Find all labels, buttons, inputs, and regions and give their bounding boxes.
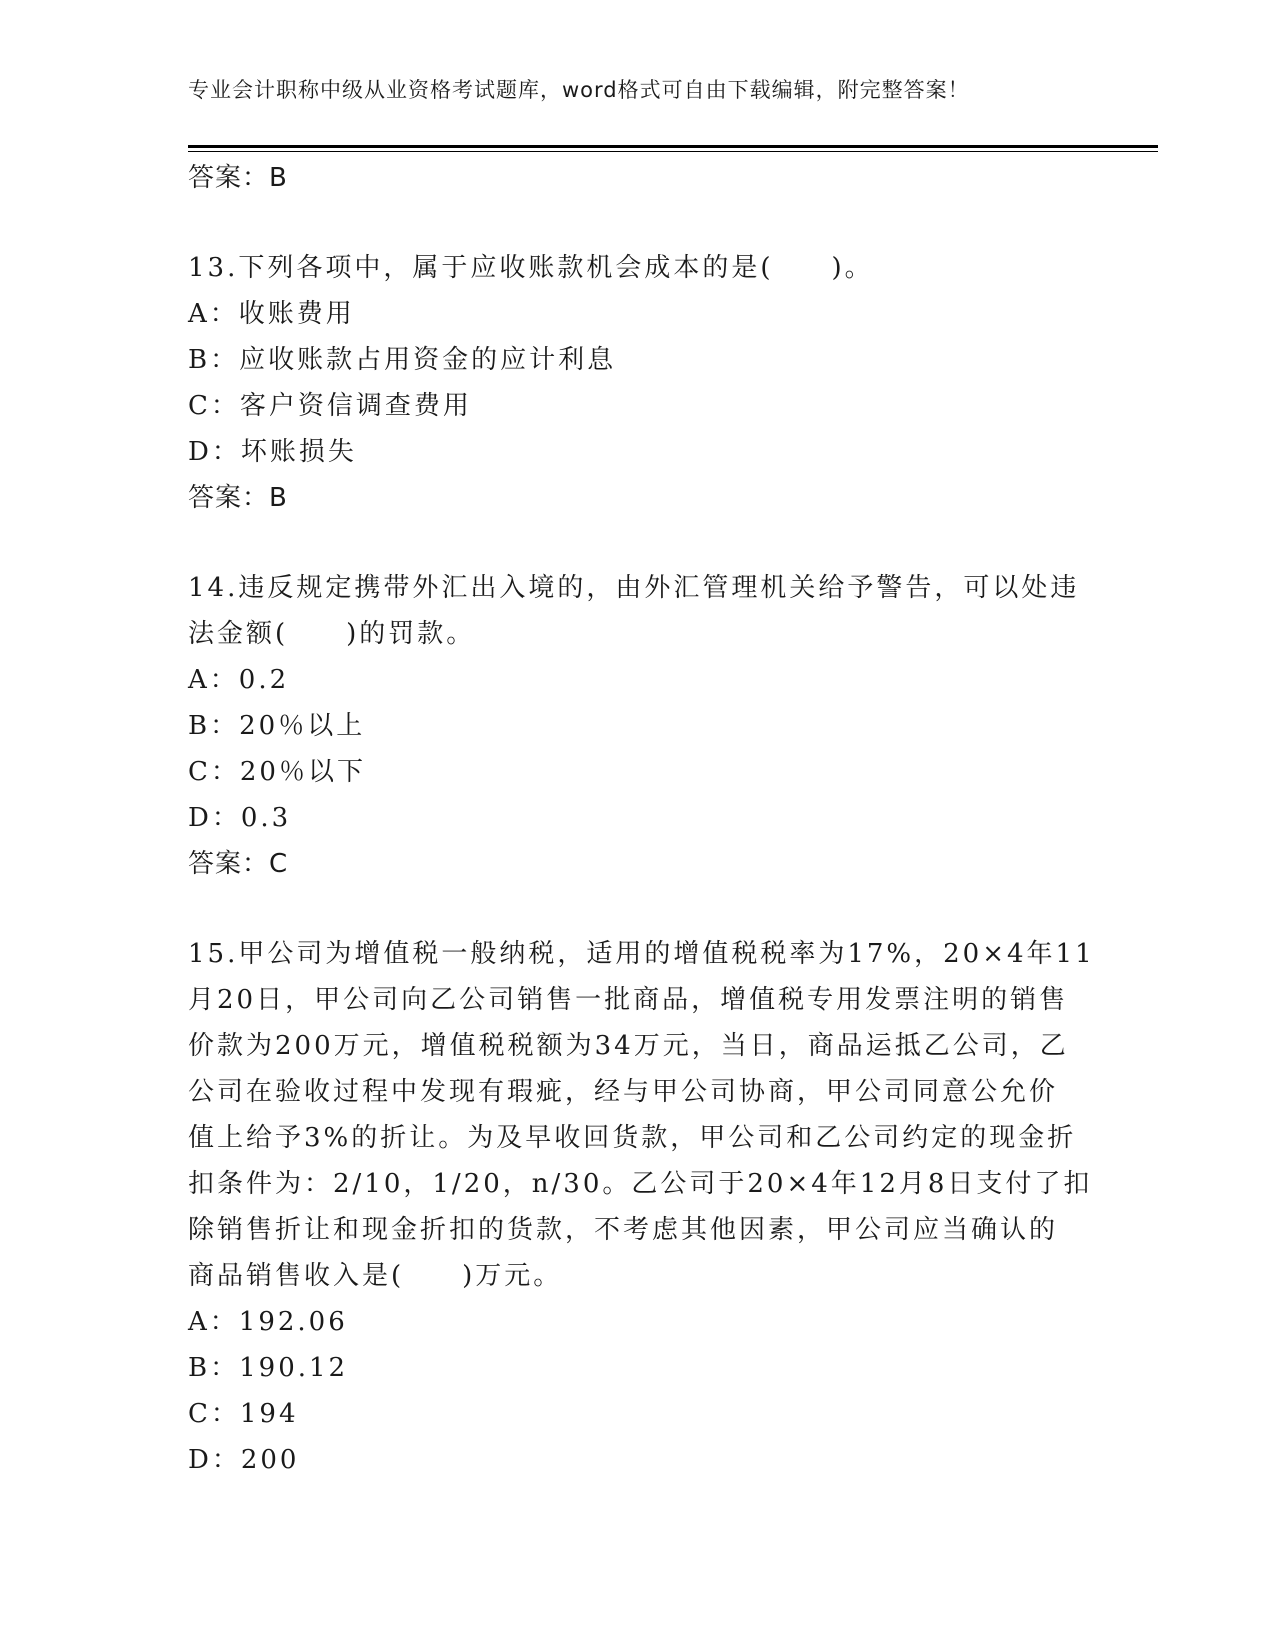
question-15-text-line: 价款为200万元，增值税税额为34万元，当日，商品运抵乙公司，乙 — [188, 1031, 1069, 1061]
question-13-option-d: D：坏账损失 — [188, 437, 357, 467]
page-header: 专业会计职称中级从业资格考试题库，word格式可自由下载编辑，附完整答案！ — [188, 78, 970, 102]
question-14-text-line: 14.违反规定携带外汇出入境的，由外汇管理机关给予警告，可以处违 — [188, 573, 1080, 603]
question-13-option-c: C：客户资信调查费用 — [188, 391, 472, 421]
question-15-option-a: A：192.06 — [188, 1307, 348, 1337]
question-14 — [188, 565, 1088, 887]
question-14-answer: 答案：C — [188, 849, 289, 879]
question-14-option-a: A：0.2 — [188, 665, 290, 695]
header-rule-thin — [188, 151, 1158, 152]
question-13-option-a: A：收账费用 — [188, 299, 355, 329]
question-15-text-line: 值上给予3%的折让。为及早收回货款，甲公司和乙公司约定的现金折 — [188, 1123, 1077, 1153]
previous-answer: 答案：B — [188, 163, 288, 193]
question-15-text-line: 15.甲公司为增值税一般纳税，适用的增值税税率为17%，20×4年11 — [188, 939, 1095, 969]
question-15 — [188, 931, 1095, 1483]
question-15-text-line: 扣条件为：2/10，1/20，n/30。乙公司于20×4年12月8日支付了扣 — [188, 1169, 1093, 1199]
question-15-option-b: B：190.12 — [188, 1353, 349, 1383]
header-rule-thick — [188, 145, 1158, 148]
question-14-option-c: C：20％以下 — [188, 757, 366, 787]
question-14-text-line: 法金额( )的罚款。 — [188, 619, 476, 649]
question-14-option-b: B：20％以上 — [188, 711, 366, 741]
question-13-answer: 答案：B — [188, 483, 288, 513]
question-13-option-b: B：应收账款占用资金的应计利息 — [188, 345, 617, 375]
question-15-text-line: 商品销售收入是( )万元。 — [188, 1261, 563, 1291]
question-15-text-line: 公司在验收过程中发现有瑕疵，经与甲公司协商，甲公司同意公允价 — [188, 1077, 1059, 1107]
question-13-text: 13.下列各项中，属于应收账款机会成本的是( )。 — [188, 253, 874, 283]
question-13 — [188, 245, 1088, 521]
question-15-text-line: 除销售折让和现金折扣的货款，不考虑其他因素，甲公司应当确认的 — [188, 1215, 1059, 1245]
document-body — [188, 155, 1095, 1483]
question-15-option-c: C：194 — [188, 1399, 299, 1429]
question-15-text-line: 月20日，甲公司向乙公司销售一批商品，增值税专用发票注明的销售 — [188, 985, 1069, 1015]
question-15-option-d: D：200 — [188, 1445, 300, 1475]
question-14-option-d: D：0.3 — [188, 803, 292, 833]
